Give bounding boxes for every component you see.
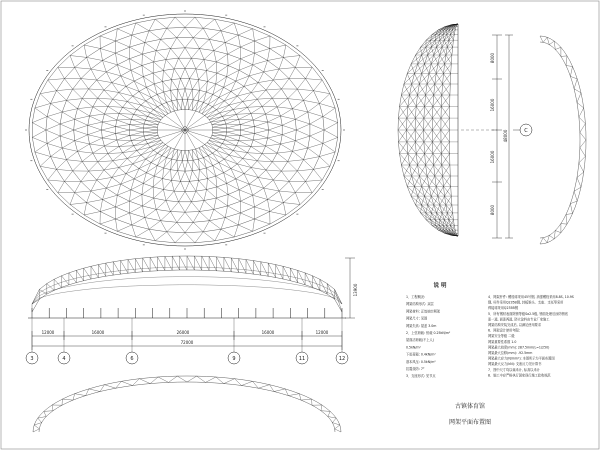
dome-side-section [398,24,458,236]
side-segment-3: 16000 [490,150,495,164]
dome-elevation-view [28,256,346,318]
note-right-line: 8、施工中应严格执行国家现行施工验收规范 [488,373,551,378]
note-left-line: 1、工程概况: [406,295,426,299]
note-left-line: 0.5kN/m² [406,345,421,350]
grid-axis-6 [126,318,138,364]
grid-axis-3 [26,318,38,364]
span-5: 12000 [315,330,329,335]
note-right-line: 漆一道, 面漆两道, 防火涂料由专业厂家施工 [488,317,550,322]
bottom-arc-webs [33,376,341,432]
bottom-arc-chords [33,376,341,432]
note-right-line: 网架最大位移(mm): -92.5mm [488,351,533,355]
grid-axis-11 [296,318,308,364]
note-left-line: 网架结构形式: 双层 [406,302,434,307]
svg-text:11: 11 [298,356,306,362]
svg-text:4: 4 [62,356,66,362]
note-right-line: 6、网架设计使用年限: [488,328,520,333]
svg-text:3: 3 [30,356,34,362]
dome-plan-view [25,11,345,249]
grid-axis-12 [336,318,348,364]
note-right-line: 5、所有钢材表面除锈等级Sa2.5级, 锈面处理后涂防锈底 [488,311,569,316]
svg-text:9: 9 [232,356,236,362]
rib-arc-vertical [540,36,586,244]
side-total: 48000 [503,129,508,143]
note-left-line: 网架尺寸: 见图 [406,316,428,321]
note-left-line: 3、支座形式: 见节点 [406,374,436,379]
note-right-line: 网架最大应力(N/mm²): 本图所示为平面布置图 [488,356,555,361]
notes-heading: 说 明 [433,283,447,289]
note-left-line: 基本风压: 0.5kN/m² [406,359,436,364]
side-segment-4: 8000 [490,204,495,216]
grid-axis-4 [58,318,70,364]
note-right-line: 网架结构安装完成后, 以满足使用要求 [488,323,542,327]
note-left-line: 网架材料: 正放抽空网架 [406,309,440,314]
note-right-line: 焊接球采用Q235B钢 [488,306,518,311]
note-left-line: 抗震设防: 7° [406,367,425,371]
side-axis-label: C [524,128,528,134]
note-right-line: 网架安全等级 二级 [488,334,515,339]
note-right-line: 网架最大反力(kN): 支座反力见计算书 [488,362,542,367]
note-left-line: 屋面活荷载(不上人) [406,338,434,343]
note-left-line: 下弦荷载: 0.4kN/m² [406,352,436,357]
note-right-line: 网架重要性系数 1.0 [488,339,517,344]
elevation-height: 13900 [353,283,358,297]
right-arc-chords [540,36,586,244]
side-segment-2: 16000 [490,98,495,112]
span-2: 16000 [91,330,105,335]
note-right-line: 网架最大挠度(mm): 287.5mm(L=1/250) [488,345,550,350]
plan-center-spokes [157,110,213,151]
span-total: 72000 [180,340,194,345]
note-right-line: 钢, 杆件采用Q235B钢, 封板锥头、支座、支托等采用 [488,300,564,305]
svg-text:6: 6 [130,356,134,362]
elevation-inner-profiles [32,267,342,304]
note-left-line: 2、上弦荷载: 恒载 0.25kN/m² [406,331,451,335]
note-right-line: 4、网架杆件: 螺栓球采用45号钢, 高强螺栓采用8.8S, 10.9S [488,295,574,299]
notes-right-column [488,294,574,377]
span-4: 16000 [261,330,275,335]
elevation-columns [32,308,342,318]
span-3: 26000 [176,330,190,335]
note-left-line: 网架矢高: 屋盖 3.0m [406,323,437,328]
note-right-line: 7、图中尺寸均以毫米计, 标高以米计 [488,367,540,372]
grid-axis-9 [228,318,240,364]
elevation-webs [32,256,342,312]
drawing-subtitle: 网架平面布置图 [448,419,492,426]
rib-arc-horizontal [33,376,341,432]
side-chords [398,25,458,236]
notes-left-column [406,294,451,378]
right-arc-webs [540,36,586,244]
svg-text:12: 12 [338,356,346,362]
drawing-title: 古镇体育馆 [454,403,486,410]
side-segment-1: 8000 [490,52,495,64]
span-1: 12000 [41,330,55,335]
